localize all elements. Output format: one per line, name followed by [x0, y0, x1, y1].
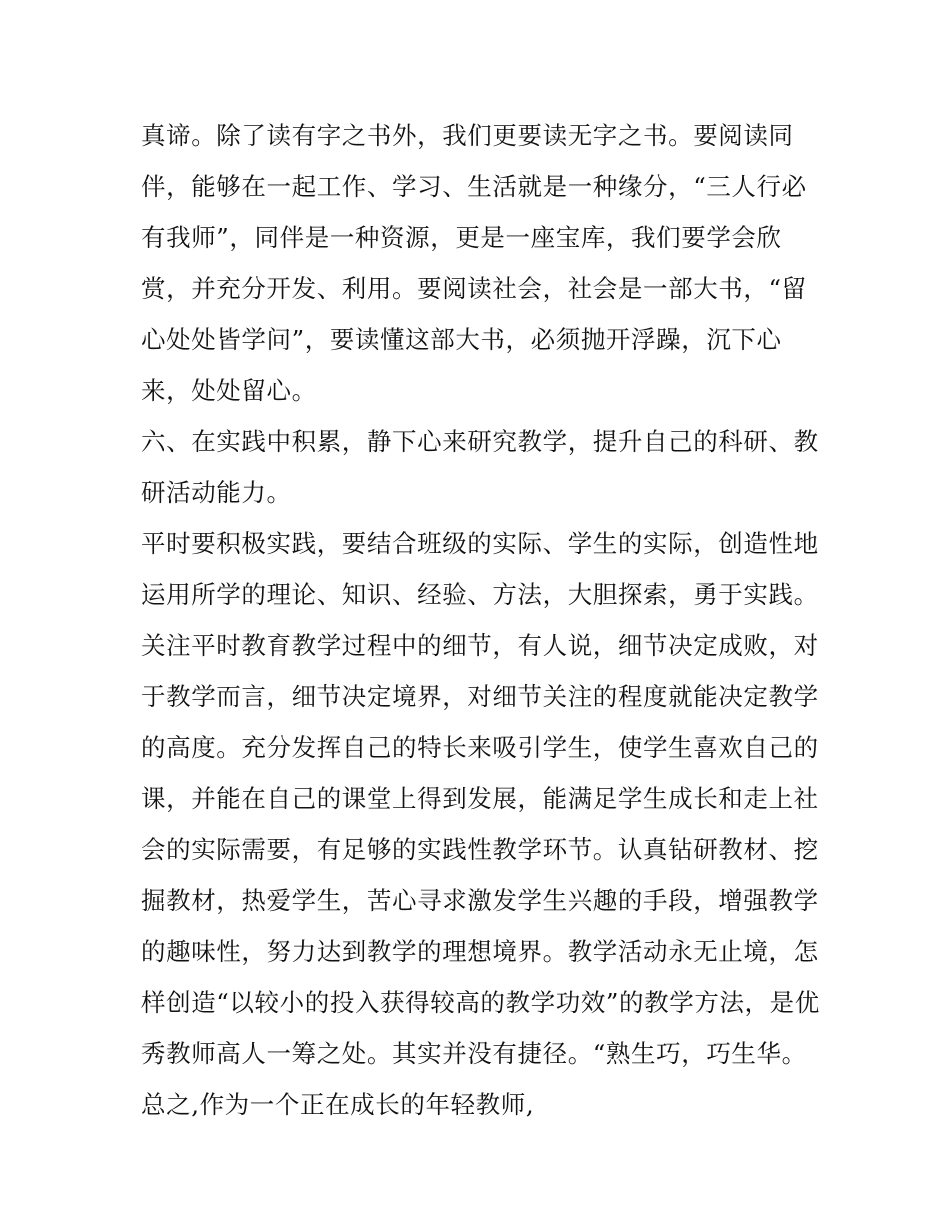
text-line: 关注平时教育教学过程中的细节，有人说，细节决定成败，对: [141, 631, 819, 660]
text-line: 掘教材，热爱学生，苦心寻求激发学生兴趣的手段，增强教学: [141, 886, 819, 915]
text-line: 的趣味性，努力达到教学的理想境界。教学活动永无止境，怎: [141, 937, 819, 966]
text-line: 伴，能够在一起工作、学习、生活就是一种缘分，“三人行必: [141, 172, 807, 201]
body-text: [141, 110, 821, 1130]
text-line: 真谛。除了读有字之书外，我们更要读无字之书。要阅读同: [141, 121, 794, 150]
text-line: 课，并能在自己的课堂上得到发展，能满足学生成长和走上社: [141, 784, 819, 813]
text-line: 有我师”，同伴是一种资源，更是一座宝库，我们要学会欣: [141, 223, 782, 252]
text-line: 运用所学的理论、知识、经验、方法，大胆探索，勇于实践。: [141, 580, 819, 609]
text-line: 来，处处留心。: [141, 376, 317, 405]
text-line: 样创造“以较小的投入获得较高的教学功效”的教学方法，是优: [141, 988, 820, 1017]
text-line: 总之,作为一个正在成长的年轻教师,: [141, 1090, 535, 1119]
text-line: 的高度。充分发挥自己的特长来吸引学生，使学生喜欢自己的: [141, 733, 819, 762]
text-line: 秀教师高人一筹之处。其实并没有捷径。“熟生巧，巧生华。: [141, 1039, 807, 1068]
text-line: 会的实际需要，有足够的实践性教学环节。认真钻研教材、挖: [141, 835, 819, 864]
section-heading: 六、在实践中积累，静下心来研究教学，提升自己的科研、教: [141, 427, 819, 456]
text-line: 于教学而言，细节决定境界，对细节关注的程度就能决定教学: [141, 682, 819, 711]
text-line: 赏，并充分开发、利用。要阅读社会，社会是一部大书，“留: [141, 274, 807, 303]
text-line: 平时要积极实践，要结合班级的实际、学生的实际，创造性地: [141, 529, 819, 558]
section-heading: 研活动能力。: [141, 478, 292, 507]
text-line: 心处处皆学问”，要读懂这部大书，必须抛开浮躁，沉下心: [141, 325, 782, 354]
